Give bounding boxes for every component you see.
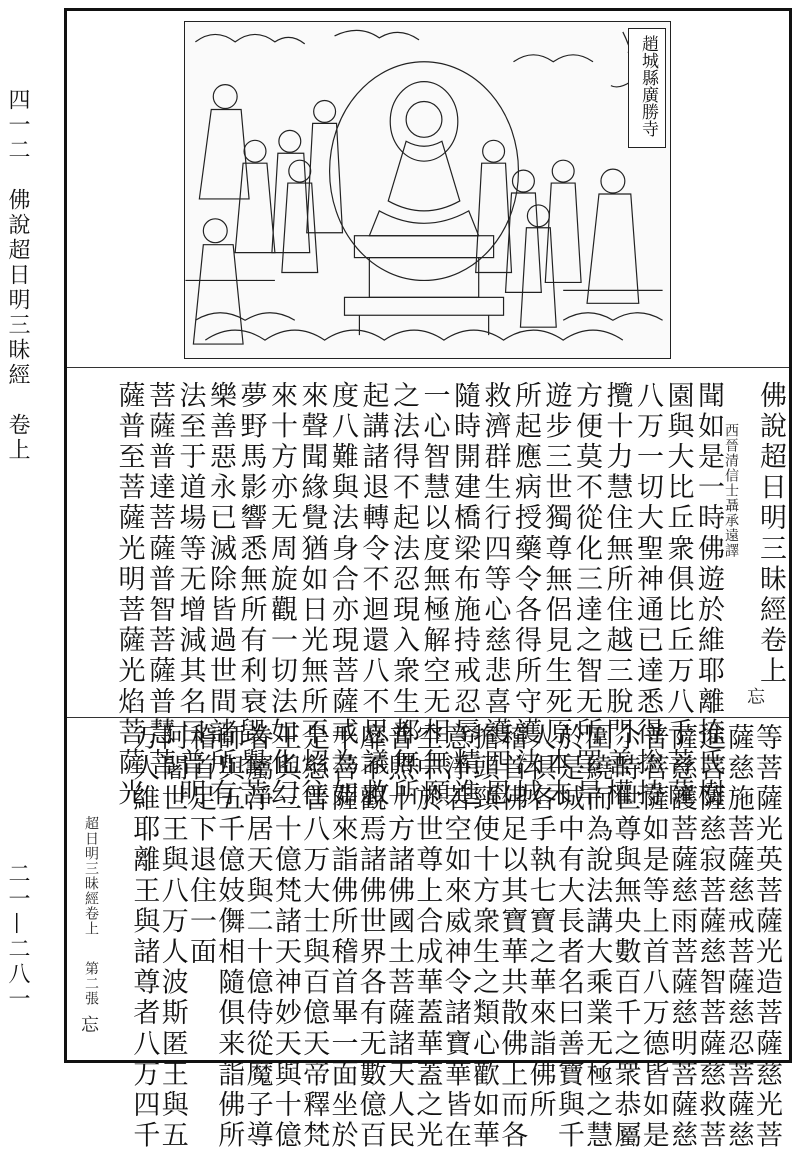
- left-margin-page-range: 二一—二八一: [5, 862, 30, 1012]
- text-column: 八万一切大聖神通已達悉得捴持: [632, 381, 663, 810]
- text-column: 所起應病授藥令各得所守護法城: [510, 381, 541, 810]
- text-column: 樂善惡永已滅除皆過世間諸所有: [205, 381, 236, 810]
- margin-mark: 忘: [747, 687, 765, 708]
- text-column: 於是城中有大長者名曰善寶與千: [552, 723, 584, 1151]
- text-column: 意淨若空如來威神令諸寶華皆在: [439, 723, 471, 1151]
- text-column: 是慈普八万大士與百億天帝釋梵: [298, 723, 330, 1151]
- text-column: 等菩薩光英菩薩光造菩薩慈光菩: [751, 723, 782, 1151]
- text-column: 圍繞而為說法講大乘業无極之慧: [581, 723, 613, 1151]
- text-column: 擔頭頸使十方衆生之類心歡如華: [468, 723, 499, 1151]
- text-column: 阿闍世王與八万人波斯匿王與五: [156, 723, 188, 1151]
- text-column: 尒時世尊與無央數百千之衆恭屬: [609, 723, 641, 1151]
- text-column: 靡不觀焉諸佛世界各有无數億百: [354, 723, 386, 1151]
- text-column: 隨時開建橋梁布施持戒忍辱精進: [449, 381, 480, 810]
- text-column: 千菩薩來詣佛所稽首畢一面坐於: [326, 723, 358, 1151]
- text-column: 遊步三世獨尊無侶見生死原本末: [540, 381, 572, 810]
- footer-sutra-name: 超日明三昧經卷上: [83, 816, 99, 936]
- text-column: 之法得不起法忍現入衆生都無所: [388, 381, 419, 810]
- text-column: 師與五千億妓儛相隨俱来詣佛所: [213, 723, 245, 1151]
- text-column: 薩普至菩薩光明菩薩光焰菩薩光: [113, 381, 145, 810]
- text-column: 菩薩普達菩薩普智菩薩普慧菩: [144, 381, 175, 779]
- footer-page-number: 第二張: [83, 961, 99, 1006]
- temple-plaque: 趙城縣廣勝寺: [628, 28, 666, 148]
- illustration-drawing: [185, 22, 670, 358]
- text-column: 稽首足下退住一面: [185, 723, 216, 968]
- text-column: 起講諸退轉令不迴還八不思議救: [357, 381, 389, 810]
- text-column: 普照十方諸佛國土菩薩諸天人民: [383, 723, 415, 1151]
- text-column: 救濟群生行四等心慈悲喜護四恩: [479, 381, 511, 810]
- text-column: 攬十力慧住無所住越三脫門善權: [601, 381, 633, 810]
- sutra-title: 佛說超日明三昧經卷上: [755, 381, 786, 687]
- text-column: 來十方亦无周旋觀一切法如化幻: [266, 381, 297, 810]
- text-column: 万人維耶離王與諸尊者八万四千: [128, 723, 160, 1151]
- text-column: 薩慈施菩薩慈戒菩薩慈忍菩薩慈: [722, 723, 754, 1151]
- text-column: 法至于道場等无增減其名曰普明: [174, 381, 206, 810]
- text-column: 夢野馬影響悉無所有利衰毀譽苦: [235, 381, 267, 810]
- translator-credit: 西晉清信士聶承遠譯: [723, 423, 739, 558]
- text-column: 園與大比丘衆俱比丘万八千菩薩: [662, 381, 694, 810]
- text-column: 空中於世尊上合成華蓋華蓋之光: [411, 723, 443, 1151]
- text-column: 方便莫不從化三達之智无所罣旱: [571, 381, 602, 810]
- buddha-illustration: [184, 21, 671, 359]
- margin-mark: 忘: [81, 1015, 99, 1036]
- text-column: 度八難與法身合亦現菩薩戒為如: [327, 381, 358, 810]
- left-margin-title: 四一二 佛說超日明三昧經 卷上: [5, 88, 30, 463]
- text-column: 稽首佛足以其寶華共散佛上而各: [496, 723, 528, 1151]
- text-column: 聞如是一時佛遊於維耶離捺氏樹: [693, 381, 724, 810]
- page-frame: [64, 8, 792, 1151]
- text-column: 一心智慧以度無極解空无相無願: [418, 381, 450, 810]
- text-column: 眷屬淨居天與二十億侍從魔子導: [241, 723, 273, 1151]
- section-divider: [67, 367, 789, 368]
- text-column: 來聲聞緣覺猶如日光無所不炤往: [296, 381, 328, 810]
- text-column: 薩慈護菩薩慈雨菩薩慈明菩薩慈: [666, 723, 698, 1151]
- text-column: 人俱各手執七寶之華來詣佛所: [524, 723, 556, 1121]
- text-column: 進菩薩慈寂菩薩慈智菩薩慈救菩: [694, 723, 726, 1151]
- text-column: 王與三十億梵諸天神妙天與十億: [269, 723, 301, 1151]
- text-column: 普菩薩如是等上首八万德皆如是: [637, 723, 669, 1151]
